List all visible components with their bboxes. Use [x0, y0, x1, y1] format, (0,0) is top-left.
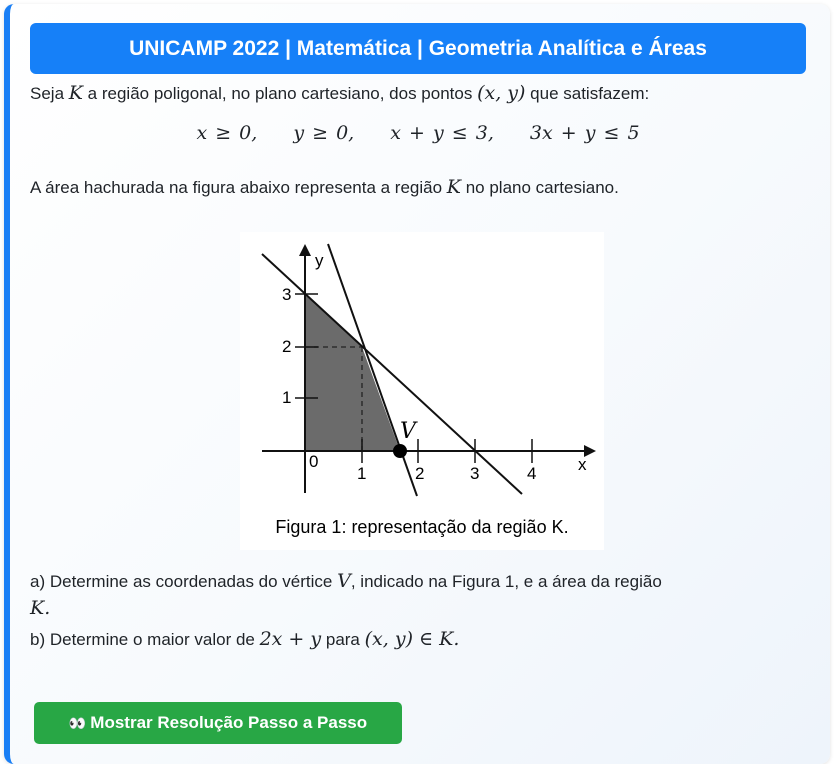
x-tick-label: 4: [527, 464, 537, 483]
inequality: x ≥ 0,: [196, 122, 258, 144]
region-plot: [240, 232, 604, 550]
inequality: 3x + y ≤ 5: [529, 122, 640, 144]
inequalities: [0, 122, 836, 144]
line-x-plus-y-3: [262, 254, 522, 494]
x-axis-label: x: [578, 455, 587, 474]
question-b: b) Determine o maior valor de 2x + y para (x, y) ∈ K.: [30, 628, 460, 650]
figure-description: A área hachurada na figura abaixo representa a região K no plano cartesiano.: [30, 176, 619, 198]
y-tick-label: 1: [282, 388, 292, 407]
origin-label: 0: [309, 452, 319, 471]
question-a-cont: K.: [30, 597, 51, 619]
y-axis-arrow: [299, 244, 311, 256]
vertex-v-point: [393, 444, 407, 458]
y-tick-label: 2: [282, 337, 292, 356]
page-title: UNICAMP 2022 | Matemática | Geometria Analítica e Áreas: [30, 23, 806, 74]
y-axis-label: y: [315, 251, 324, 270]
show-solution-label: Mostrar Resolução Passo a Passo: [90, 713, 368, 732]
vertex-label: V: [400, 419, 416, 444]
y-tick-label: 3: [282, 285, 292, 304]
region-k: [305, 294, 400, 451]
x-tick-label: 1: [357, 464, 367, 483]
x-tick-label: 3: [470, 464, 480, 483]
intro-paragraph: Seja K a região poligonal, no plano cartesiano, dos pontos (x, y) que satisfazem:: [30, 82, 650, 104]
question-a: a) Determine as coordenadas do vértice V, indicado na Figura 1, e a área da região: [30, 570, 662, 592]
x-tick-label: 2: [415, 464, 425, 483]
inequality: x + y ≤ 3,: [390, 122, 494, 144]
inequality: y ≥ 0,: [293, 122, 355, 144]
figure-caption: Figura 1: representação da região K.: [275, 517, 569, 537]
figure: [240, 232, 604, 550]
show-solution-button[interactable]: [34, 702, 402, 744]
eyes-icon: 👀: [68, 714, 85, 731]
